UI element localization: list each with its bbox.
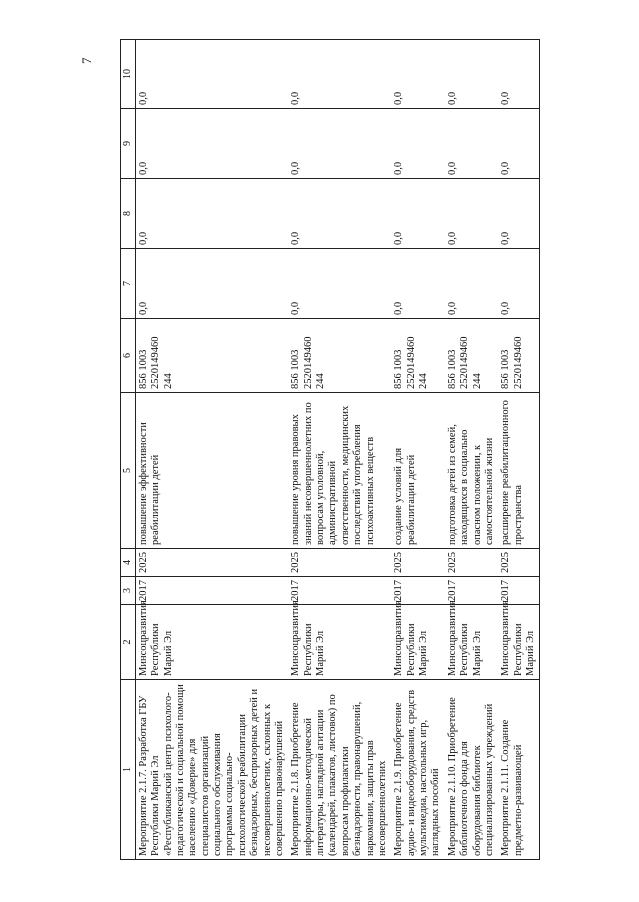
value-cell-10: 0,0 <box>498 40 540 109</box>
start-year-cell: 2017 <box>498 577 540 605</box>
table-row <box>135 40 288 860</box>
start-year-cell: 2017 <box>135 577 288 605</box>
table-row <box>288 40 391 860</box>
end-year-cell: 2025 <box>498 549 540 577</box>
result-cell: подготовка детей из семей, находящихся в социально опасном положении, к самостоятельной жизни <box>445 393 499 549</box>
value-cell-9: 0,0 <box>498 109 540 179</box>
budget-code-cell: 856 1003 2520149460 <box>498 319 540 393</box>
executor-cell: Минсоцразвития Республики Марий Эл <box>391 605 445 680</box>
start-year-cell: 2017 <box>445 577 499 605</box>
start-year-cell: 2017 <box>288 577 391 605</box>
table-row <box>445 40 499 860</box>
col-header-2: 2 <box>121 605 136 680</box>
col-header-8: 8 <box>121 179 136 249</box>
value-cell-8: 0,0 <box>445 179 499 249</box>
measure-cell: Мероприятие 2.1.7. Разработка ГБУ Республики Марий Эл «Республиканский центр психолого-педагогической и социальной помощи населению «Доверие» для специалистов организаций социального обслуживания программы социально-психологической реабилитации безнадзорных, беспризорных детей и несовершеннолетних, склонных к совершению правонарушений <box>135 680 288 860</box>
col-header-7: 7 <box>121 249 136 319</box>
executor-cell: Минсоцразвития Республики Марий Эл <box>288 605 391 680</box>
value-cell-9: 0,0 <box>445 109 499 179</box>
col-header-3: 3 <box>121 577 136 605</box>
measure-cell: Мероприятие 2.1.9. Приобретение аудио- и видеооборудования, средств мультимедиа, настольных игр, наглядных пособий <box>391 680 445 860</box>
budget-code-cell: 856 1003 2520149460 244 <box>445 319 499 393</box>
value-cell-10: 0,0 <box>391 40 445 109</box>
table-row <box>498 40 540 860</box>
budget-code-cell: 856 1003 2520149460 244 <box>391 319 445 393</box>
value-cell-7: 0,0 <box>498 249 540 319</box>
col-header-10: 10 <box>121 40 136 109</box>
end-year-cell: 2025 <box>288 549 391 577</box>
result-cell: повышение эффективности реабилитации детей <box>135 393 288 549</box>
end-year-cell: 2025 <box>445 549 499 577</box>
measure-cell: Мероприятие 2.1.8. Приобретение информационно-методической литературы, наглядной агитации (календарей, плакатов, листовок) по вопросам профилактики безнадзорности, правонарушений, наркомании, защиты прав несовершеннолетних <box>288 680 391 860</box>
end-year-cell: 2025 <box>391 549 445 577</box>
budget-code-cell: 856 1003 2520149460 244 <box>135 319 288 393</box>
measure-cell: Мероприятие 2.1.10. Приобретение библиотечного фонда для оборудования библиотек специализированных учреждений <box>445 680 499 860</box>
value-cell-7: 0,0 <box>135 249 288 319</box>
value-cell-8: 0,0 <box>498 179 540 249</box>
table-row <box>391 40 445 860</box>
page-number: 7 <box>79 57 94 64</box>
start-year-cell: 2017 <box>391 577 445 605</box>
executor-cell: Минсоцразвития Республики Марий Эл <box>445 605 499 680</box>
executor-cell: Минсоцразвития Республики Марий Эл <box>498 605 540 680</box>
budget-code-cell: 856 1003 2520149460 244 <box>288 319 391 393</box>
value-cell-7: 0,0 <box>391 249 445 319</box>
value-cell-7: 0,0 <box>288 249 391 319</box>
result-cell: повышение уровня правовых знаний несовершеннолетних по вопросам уголовной, административной ответственности, медицинских последствий употребления психоактивных веществ <box>288 393 391 549</box>
value-cell-8: 0,0 <box>288 179 391 249</box>
col-header-6: 6 <box>121 319 136 393</box>
col-header-9: 9 <box>121 109 136 179</box>
value-cell-9: 0,0 <box>288 109 391 179</box>
value-cell-7: 0,0 <box>445 249 499 319</box>
col-header-5: 5 <box>121 393 136 549</box>
rotated-table-container <box>120 40 620 860</box>
measure-cell: Мероприятие 2.1.11. Создание предметно-развивающей <box>498 680 540 860</box>
value-cell-10: 0,0 <box>135 40 288 109</box>
program-table <box>120 39 540 860</box>
value-cell-9: 0,0 <box>135 109 288 179</box>
executor-cell: Минсоцразвития Республики Марий Эл <box>135 605 288 680</box>
value-cell-10: 0,0 <box>445 40 499 109</box>
col-header-4: 4 <box>121 549 136 577</box>
result-cell: создание условий для реабилитации детей <box>391 393 445 549</box>
value-cell-9: 0,0 <box>391 109 445 179</box>
header-row <box>121 40 136 860</box>
value-cell-8: 0,0 <box>135 179 288 249</box>
value-cell-8: 0,0 <box>391 179 445 249</box>
value-cell-10: 0,0 <box>288 40 391 109</box>
result-cell: расширение реабилитационного пространства <box>498 393 540 549</box>
end-year-cell: 2025 <box>135 549 288 577</box>
col-header-1: 1 <box>121 680 136 860</box>
